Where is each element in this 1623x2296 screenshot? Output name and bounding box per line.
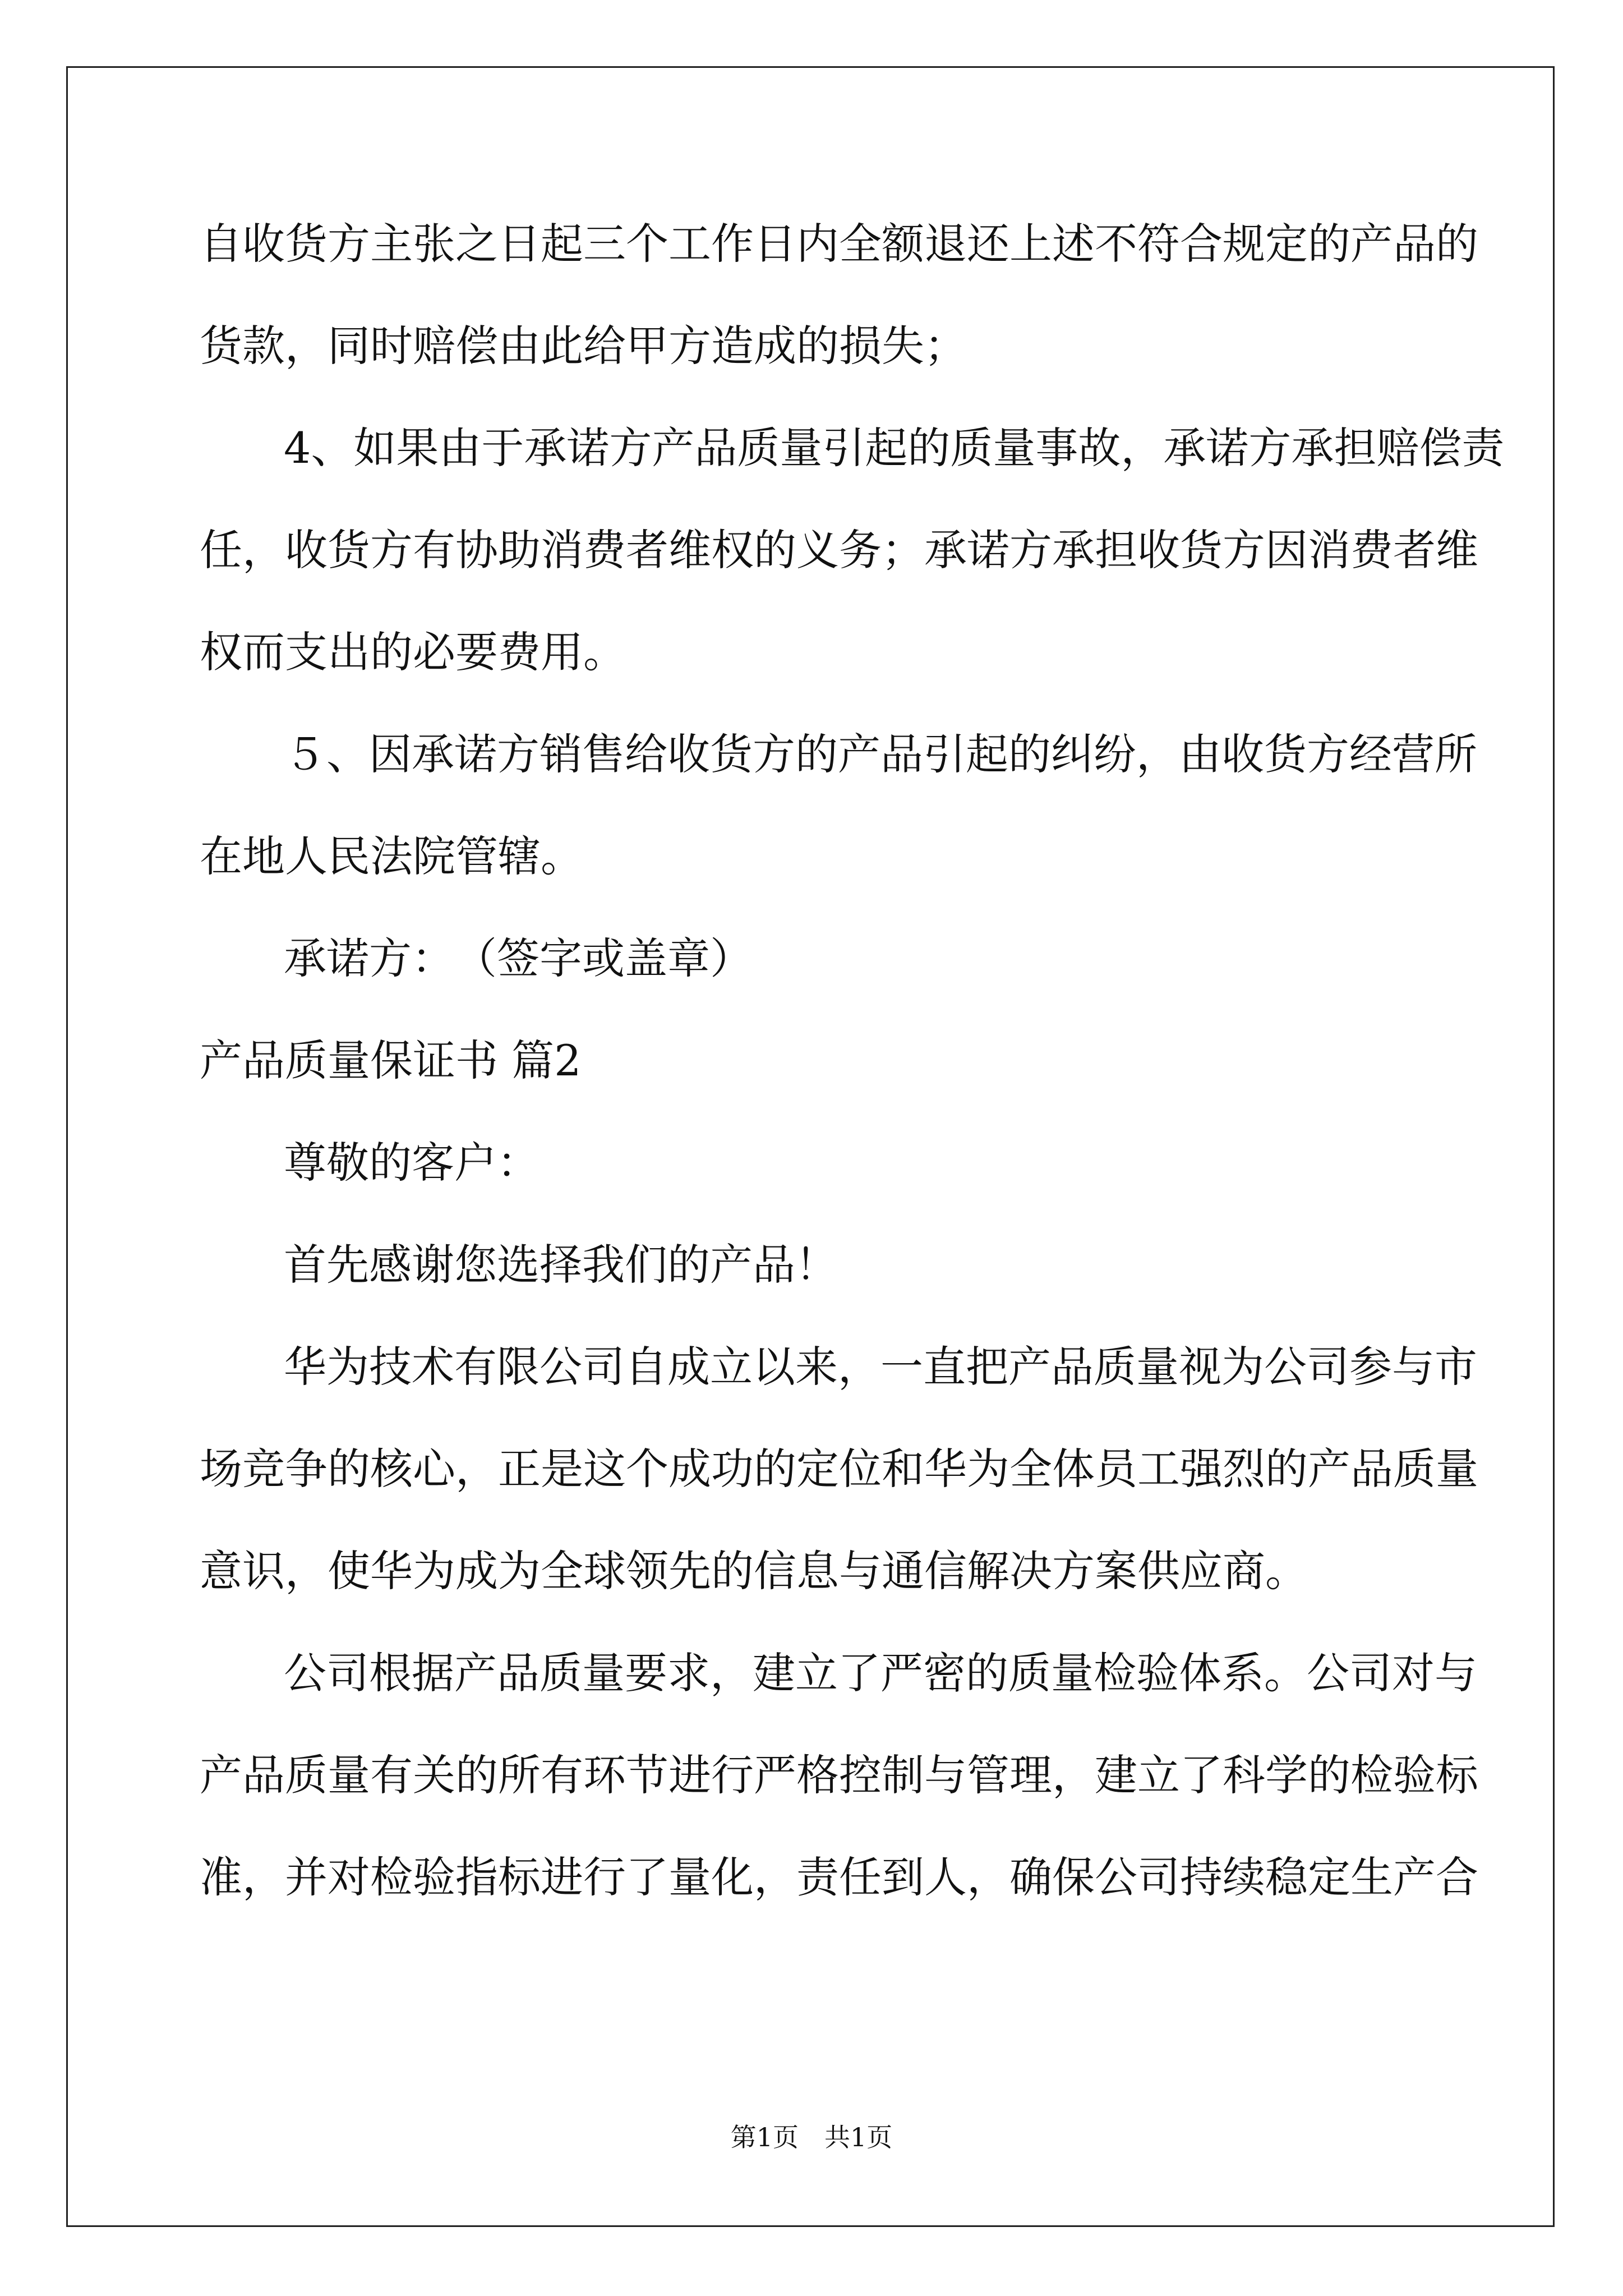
text-line: 场竞争的核心，正是这个成功的定位和华为全体员工强烈的产品质量 — [200, 1444, 1478, 1494]
text-line: 产品质量有关的所有环节进行严格控制与管理，建立了科学的检验标 — [200, 1750, 1478, 1800]
text-line: 4、如果由于承诺方产品质量引起的质量事故，承诺方承担赔偿责 — [284, 423, 1505, 473]
text-line: 自收货方主张之日起三个工作日内全额退还上述不符合规定的产品的 — [200, 219, 1478, 269]
signature-line: 承诺方： （签字或盖章） — [284, 933, 753, 983]
section-heading: 产品质量保证书 篇2 — [200, 1036, 582, 1085]
text-line: 权而支出的必要费用。 — [200, 627, 626, 677]
text-line: 公司根据产品质量要求，建立了严密的质量检验体系。公司对与 — [284, 1648, 1477, 1698]
text-line: 货款，同时赔偿由此给甲方造成的损失； — [200, 321, 967, 371]
text-line: 准，并对检验指标进行了量化，责任到人，确保公司持续稳定生产合 — [200, 1852, 1478, 1902]
text-line: 华为技术有限公司自成立以来，一直把产品质量视为公司参与市 — [284, 1342, 1477, 1392]
text-line: 任，收货方有协助消费者维权的义务；承诺方承担收货方因消费者维 — [200, 525, 1478, 575]
page-number-footer: 第1页 共1页 — [730, 2122, 893, 2152]
text-line: 在地人民法院管辖。 — [200, 831, 583, 881]
text-line: 意识，使华为成为全球领先的信息与通信解决方案供应商。 — [200, 1546, 1308, 1596]
text-line: ５、因承诺方销售给收货方的产品引起的纠纷，由收货方经营所 — [284, 729, 1477, 779]
text-line: 首先感谢您选择我们的产品！ — [284, 1240, 838, 1290]
salutation: 尊敬的客户： — [284, 1138, 540, 1188]
